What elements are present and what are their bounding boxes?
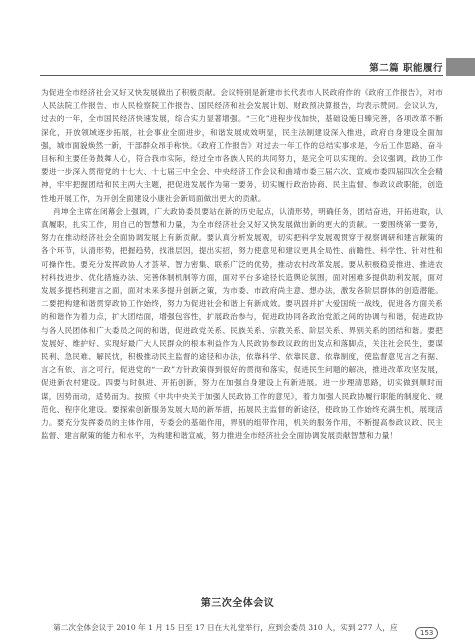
page-header (0, 0, 475, 80)
section-title: 第三次全体会议 (200, 598, 275, 609)
header-rule (40, 75, 443, 76)
paragraph-2: 肖坤全主席在闭幕会上强调，广大政协委员要站在新的历史起点，认清形势，明确任务，团结奋进，开拓进取，认真履职，扎实工作，用自己的智慧和力量，为全市经济社会又好又快发展做出新的更大的贡献。一要围绕第一要务，努力在推动经济社会全面协调发展上有新贡献。要认真分析发展观，切实把科学发展观贯穿于视察调研和建言献策的各个环节，认清形势，把握趋势，找准层因，提出实招，努力使意见和建议更具全局性、前瞻性、科学性、针对性和可操作性。要充分发挥政协人才荟萃、智力密集、联系广泛的优势，推动农村改革发展。要从积极稳妥推进、推进农村科技进步、优化措施办法、完善体制机制等方面，面对平台多途径长造舆论氛围，面对困难多提供助利发展，面对发展多提档利建言之面，面对未来多提升创新之策，为市委、市政府尚主意、想办法，激发各阶层群体的创造潜能。二要把构建和谐贯穿政协工作始终，努力为促进社会和谐上有新成效。要巩固并扩大爱国统一战线，促进各方面关系的和谐作为着力点，扩大团结面，增强包容性，扩展政治参与，促进政协同各政治党派之间的协调与和谐，促进政协与各人民团体和广大委员之间的和谐，促进政党关系、民族关系、宗教关系、阶层关系、界别关系的团结和谐。要把发展好、维护好、实现好最广大人民群众的根本利益作为人民政协参政议政的出发点和落脚点，关注社会民生，要谋民利、急民难、解民忧，积极推动民主监督的途径和办法，依靠科学、依靠民意、依靠制度，使监督意见言之有据、言之有依、言之可行，促进党的“一政”方针政策得到很好的贯彻和落实，促进民生问题的解决，推进改革攻坚发展，促进新农村建设。四要与时俱进、开拓创新，努力在加强自身建设上有新进展。进一步理清思路，切实做到顺时而谋，因势而动，适势而为。按照《中共中央关于加强人民政协工作的意见》，着力加强人民政协履行职能的制度化、规范化、程序化建设。要探索创新服务发展大局的新举措，拓展民主监督的新途径，使政协工作始终充满生机，展现活力。要充分发挥委员的主体作用，专委会的基础作用，界别的组带作用，机关的服务作用，不断提高参政议政、民主监督、建言献策的能力和水平，为构建和谐宣威，努力推进全市经济社会全面协调发展贡献智慧和力量！ (41, 206, 443, 441)
body-text (41, 86, 443, 442)
page-number: 153 (415, 627, 438, 639)
header-tab-bar (446, 58, 475, 76)
section-first-line: 第二次全体会议于 2010 年 1 月 15 日至 17 日在大礼堂举行，应到会委员 310 人，实到 277 人，应 (53, 623, 398, 632)
paragraph-1: 为促进全市经济社会又好又快发展做出了积极贡献。会议特别是新建市长代表市人民政府作的《政府工作报告》，对市人民法院工作报告、市人民检察院工作报告、国民经济和社会发展计划、财政预决算报告，均表示赞同。会议认为，过去的一年，全市国民经济快速发展，综合实力显著增强。“三化”进程步伐加快，基础设施日臻完善，各项改革不断深化，开放领域逐步拓展，社会事业全面进步，和谐发展成效明显，民主法制建设深入推进，政府自身建设全面加强，城市面貌焕然一新，干部群众昂手称快。《政府工作报告》对过去一年工作的总结实事求是，今后工作思路、奋斗目标和主要任务鼓舞人心，符合我市实际，经过全市各族人民的共同努力，是完全可以实现的。会议强调，政协工作要进一步深入贯彻党的十七大、十七届三中全会、中央经济工作会议和曲靖市委三届六次、宣威市委四届四次全会精神，牢牢把握团结和民主两大主题，把促进发展作为第一要务，切实履行政治协商、民主监督、参政议政职能，创造性地开展工作，为开创全面建设小康社会新局面做出更大的贡献。 (41, 88, 443, 203)
chapter-title: 第二篇 职能履行 (369, 63, 443, 74)
